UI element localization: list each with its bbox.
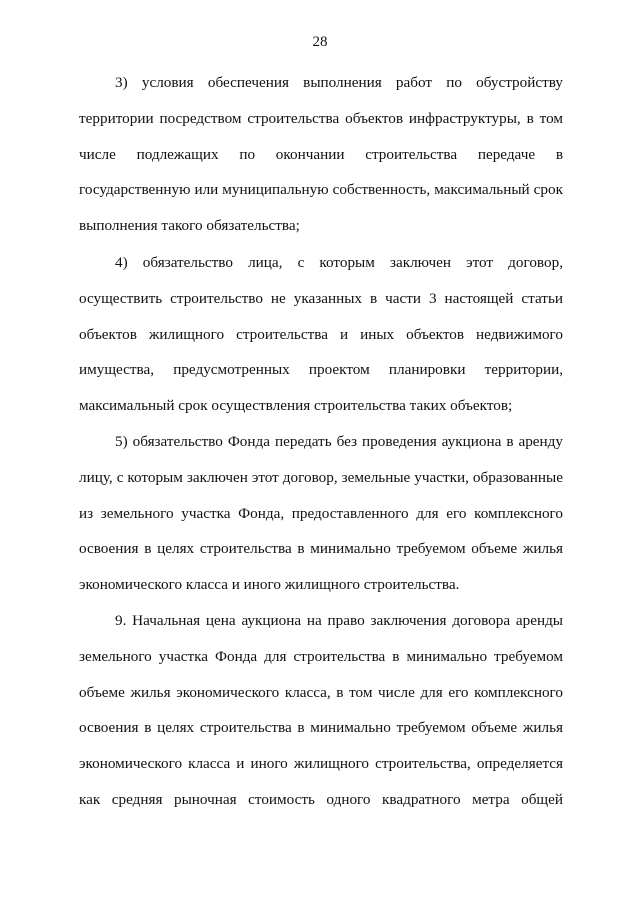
text-line: экономического класса и иного жилищного строительства, определяется <box>79 755 563 773</box>
text-line: освоения в целях строительства в минимально требуемом объеме жилья <box>79 719 563 737</box>
text-line: 4) обязательство лица, с которым заключен этот договор, <box>115 254 563 271</box>
text-line: имущества, предусмотренных проектом планировки территории, <box>79 361 563 379</box>
text-line: объектов жилищного строительства и иных объектов недвижимого <box>79 325 563 343</box>
text-line: 3) условия обеспечения выполнения работ по обустройству <box>115 74 563 91</box>
paragraph-part-9 <box>79 603 563 818</box>
text-line: выполнения такого обязательства; <box>79 217 300 235</box>
text-line: 9. Начальная цена аукциона на право заключения договора аренды <box>115 612 563 629</box>
paragraph-item-4 <box>79 245 563 424</box>
text-line: освоения в целях строительства в минимально требуемом объеме жилья <box>79 540 563 558</box>
paragraph-item-5 <box>79 424 563 603</box>
page-number: 28 <box>312 34 328 50</box>
text-line: 5) обязательство Фонда передать без проведения аукциона в аренду <box>115 433 563 450</box>
text-line: лицу, с которым заключен этот договор, земельные участки, образованные <box>79 468 563 486</box>
text-line: из земельного участка Фонда, предоставленного для его комплексного <box>79 504 563 522</box>
text-line: государственную или муниципальную собственность, максимальный срок <box>79 181 563 199</box>
text-line: осуществить строительство не указанных в части 3 настоящей статьи <box>79 289 563 307</box>
text-line: максимальный срок осуществления строительства таких объектов; <box>79 397 513 415</box>
text-line: земельного участка Фонда для строительства в минимально требуемом <box>79 647 563 665</box>
text-line: экономического класса и иного жилищного строительства. <box>79 576 460 594</box>
text-line: территории посредством строительства объектов инфраструктуры, в том <box>79 109 563 127</box>
text-line: как средняя рыночная стоимость одного квадратного метра общей <box>79 790 563 808</box>
text-line: объеме жилья экономического класса, в том числе для его комплексного <box>79 683 563 701</box>
paragraph-item-3 <box>79 65 563 244</box>
text-line: числе подлежащих по окончании строительства передаче в <box>79 145 563 163</box>
